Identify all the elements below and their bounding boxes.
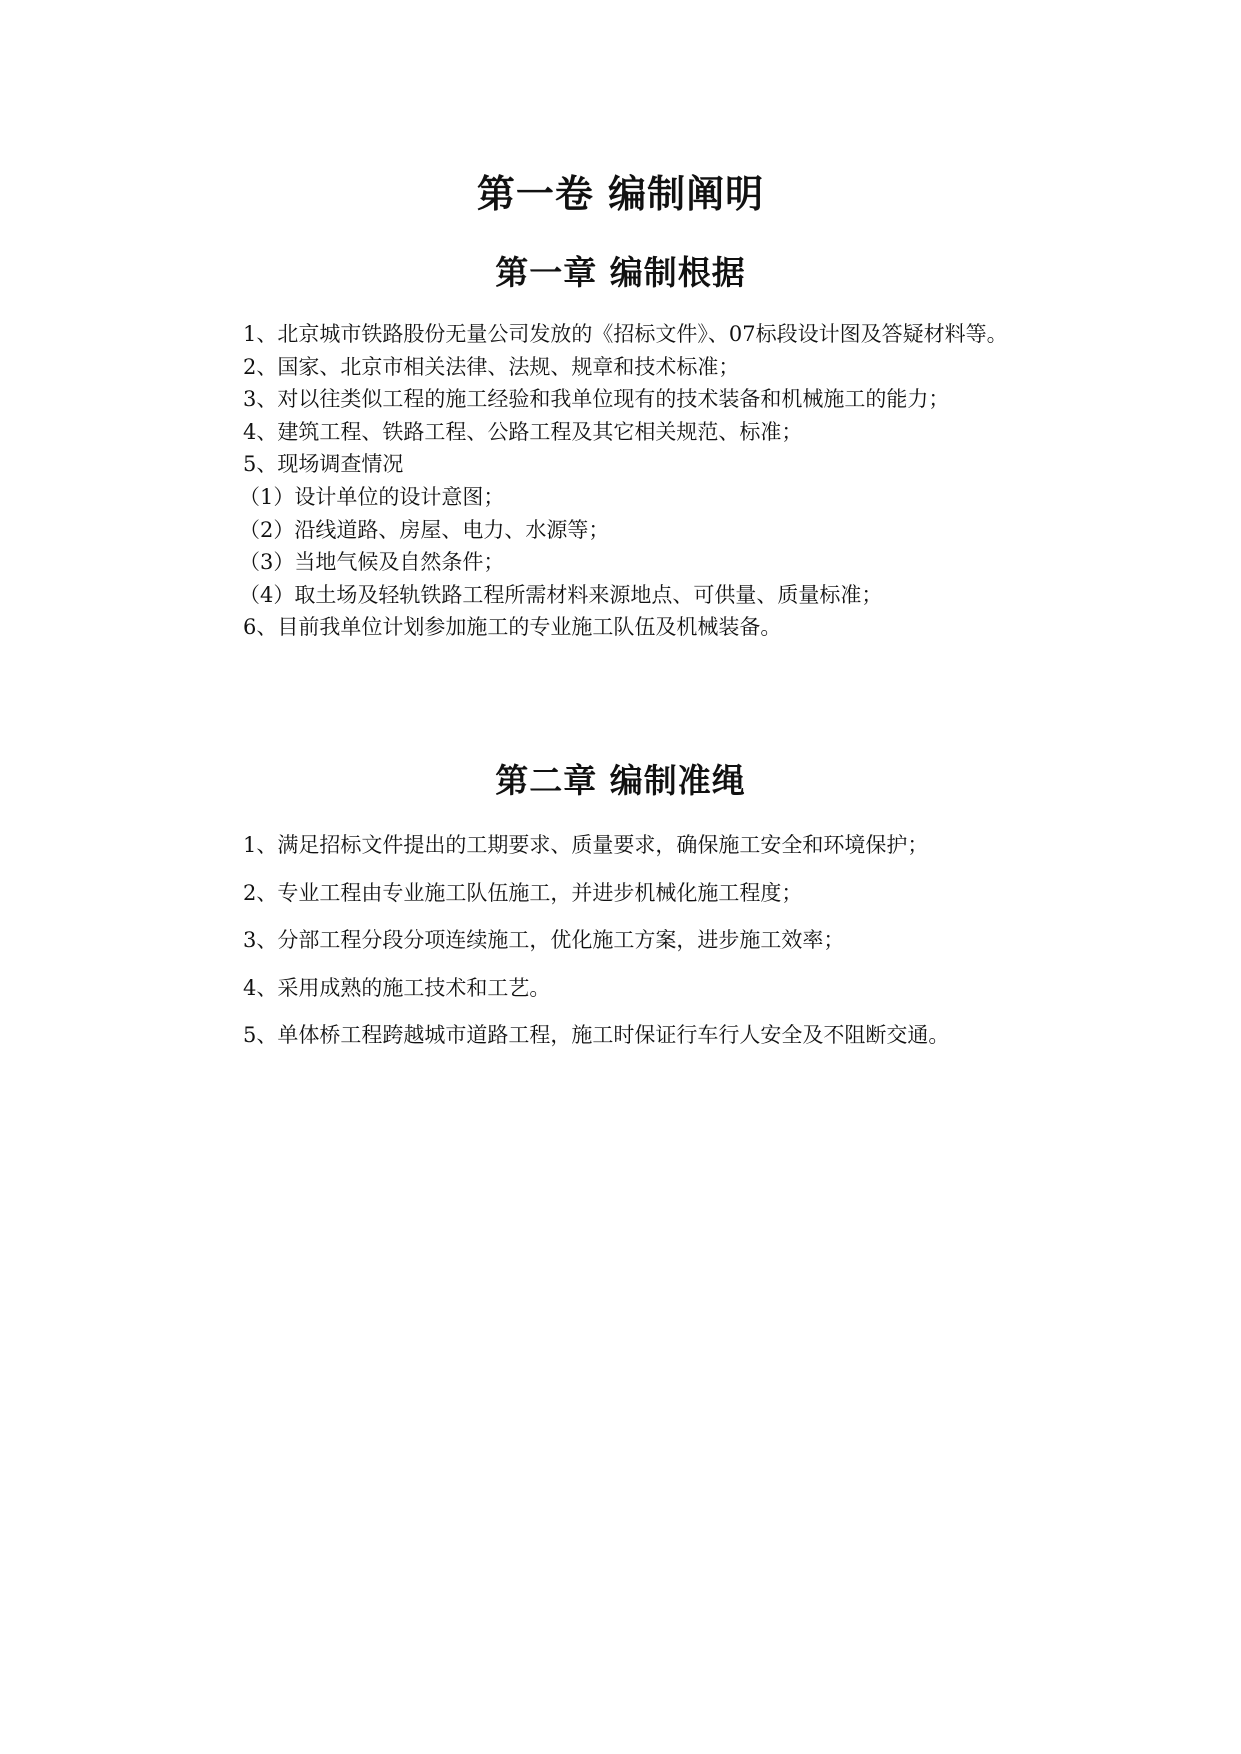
list-item: 3、对以往类似工程的施工经验和我单位现有的技术装备和机械施工的能力； bbox=[243, 387, 950, 412]
list-item: 2、国家、北京市相关法律、法规、规章和技术标准； bbox=[243, 354, 740, 379]
chapter-2-title: 第二章 编制准绳 bbox=[495, 761, 746, 800]
list-item: 1、满足招标文件提出的工期要求、质量要求，确保施工安全和环境保护； bbox=[243, 833, 929, 857]
chapter-1-list bbox=[239, 318, 1008, 644]
volume-title: 第一卷 编制阐明 bbox=[476, 172, 765, 216]
sub-list-item: （3）当地气候及自然条件； bbox=[239, 550, 505, 575]
list-item: 1、北京城市铁路股份无量公司发放的《招标文件》、07标段设计图及答疑材料等。 bbox=[243, 322, 1008, 346]
list-item: 6、目前我单位计划参加施工的专业施工队伍及机械装备。 bbox=[243, 615, 782, 640]
chapter-2-list bbox=[243, 822, 949, 1060]
list-item: 5、单体桥工程跨越城市道路工程，施工时保证行车行人安全及不阻断交通。 bbox=[243, 1023, 950, 1047]
list-item: 4、建筑工程、铁路工程、公路工程及其它相关规范、标准； bbox=[243, 419, 803, 444]
list-item: 2、专业工程由专业施工队伍施工，并进步机械化施工程度； bbox=[243, 880, 803, 905]
chapter-1-title: 第一章 编制根据 bbox=[495, 253, 746, 292]
sub-list-item: （1）设计单位的设计意图； bbox=[239, 484, 505, 509]
sub-list-item: （4）取土场及轻轨铁路工程所需材料来源地点、可供量、质量标准； bbox=[239, 582, 883, 607]
list-item: 5、现场调查情况 bbox=[243, 452, 404, 477]
sub-list-item: （2）沿线道路、房屋、电力、水源等； bbox=[239, 517, 610, 542]
list-item: 4、采用成熟的施工技术和工艺。 bbox=[243, 975, 551, 1000]
list-item: 3、分部工程分段分项连续施工，优化施工方案，进步施工效率； bbox=[243, 928, 845, 952]
